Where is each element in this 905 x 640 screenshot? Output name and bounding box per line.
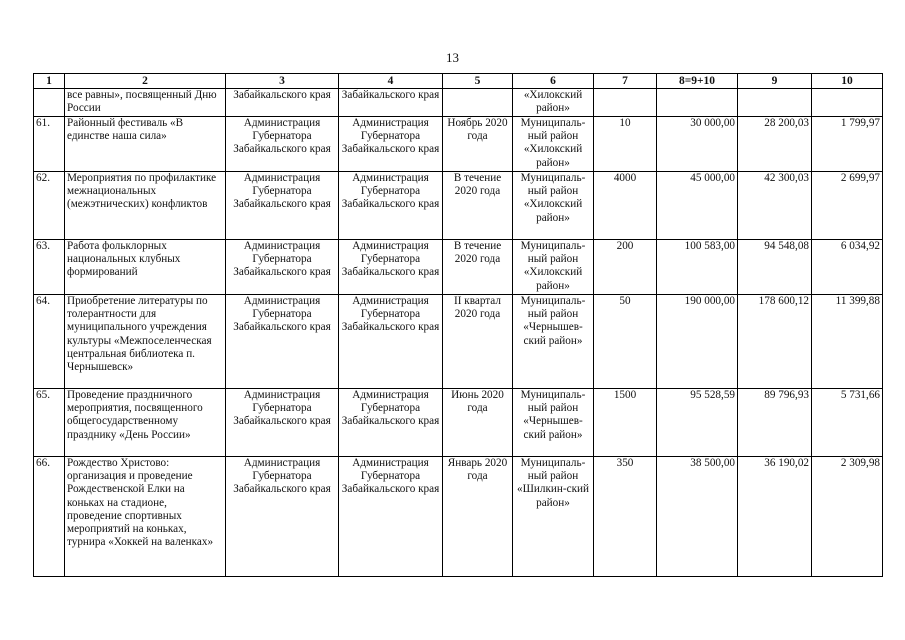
header-row	[34, 74, 883, 89]
cell-responsible: Администрация Губернатора Забайкальского края	[339, 172, 443, 240]
cell-event-name: Работа фольклорных национальных клубных формирований	[65, 240, 226, 295]
column-header: 7	[594, 74, 657, 89]
cell-executor: Забайкальского края	[226, 89, 339, 117]
column-header: 3	[226, 74, 339, 89]
cell-area: «Хилокский район»	[513, 89, 594, 117]
cell-event-name: Мероприятия по профилактике межнациональных (межэтнических) конфликтов	[65, 172, 226, 240]
cell-participants: 200	[594, 240, 657, 295]
cell-period	[443, 89, 513, 117]
cell-number: 65.	[34, 389, 65, 457]
cell-number: 64.	[34, 295, 65, 389]
cell-event-name: Районный фестиваль «В единстве наша сила»	[65, 117, 226, 172]
cell-other: 2 699,97	[812, 172, 883, 240]
cell-regional: 89 796,93	[738, 389, 812, 457]
table-row	[34, 172, 883, 240]
cell-period: В течение 2020 года	[443, 240, 513, 295]
column-header: 1	[34, 74, 65, 89]
cell-participants: 1500	[594, 389, 657, 457]
cell-participants: 50	[594, 295, 657, 389]
column-header: 6	[513, 74, 594, 89]
cell-regional: 36 190,02	[738, 457, 812, 577]
cell-responsible: Администрация Губернатора Забайкальского края	[339, 457, 443, 577]
cell-other: 5 731,66	[812, 389, 883, 457]
cell-executor: Администрация Губернатора Забайкальского края	[226, 117, 339, 172]
cell-regional: 28 200,03	[738, 117, 812, 172]
cell-total	[657, 89, 738, 117]
cell-event-name: все равны», посвященный Дню России	[65, 89, 226, 117]
cell-total: 45 000,00	[657, 172, 738, 240]
cell-event-name: Приобретение литературы по толерантности для муниципального учреждения культуры «Межпоселенческая центральная библиотека п. Чернышевск»	[65, 295, 226, 389]
cell-participants: 350	[594, 457, 657, 577]
column-header: 5	[443, 74, 513, 89]
cell-executor: Администрация Губернатора Забайкальского края	[226, 240, 339, 295]
cell-area: Муниципаль-ный район «Хилокский район»	[513, 172, 594, 240]
cell-area: Муниципаль-ный район «Чернышев-ский район»	[513, 295, 594, 389]
cell-executor: Администрация Губернатора Забайкальского края	[226, 389, 339, 457]
table-row	[34, 89, 883, 117]
cell-other: 6 034,92	[812, 240, 883, 295]
cell-executor: Администрация Губернатора Забайкальского края	[226, 295, 339, 389]
cell-number: 66.	[34, 457, 65, 577]
events-table	[33, 73, 883, 577]
cell-period: Январь 2020 года	[443, 457, 513, 577]
cell-regional: 94 548,08	[738, 240, 812, 295]
cell-number: 61.	[34, 117, 65, 172]
cell-other: 11 399,88	[812, 295, 883, 389]
column-header: 8=9+10	[657, 74, 738, 89]
cell-responsible: Администрация Губернатора Забайкальского края	[339, 240, 443, 295]
cell-total: 30 000,00	[657, 117, 738, 172]
column-header: 4	[339, 74, 443, 89]
table-row	[34, 457, 883, 577]
cell-number	[34, 89, 65, 117]
cell-responsible: Администрация Губернатора Забайкальского края	[339, 389, 443, 457]
cell-participants: 10	[594, 117, 657, 172]
cell-responsible: Забайкальского края	[339, 89, 443, 117]
cell-responsible: Администрация Губернатора Забайкальского края	[339, 295, 443, 389]
table-row	[34, 240, 883, 295]
cell-number: 63.	[34, 240, 65, 295]
cell-total: 95 528,59	[657, 389, 738, 457]
cell-executor: Администрация Губернатора Забайкальского края	[226, 457, 339, 577]
cell-total: 100 583,00	[657, 240, 738, 295]
cell-regional: 42 300,03	[738, 172, 812, 240]
cell-area: Муниципаль-ный район «Хилокский район»	[513, 240, 594, 295]
cell-event-name: Проведение праздничного мероприятия, посвященного общегосударственному празднику «День России»	[65, 389, 226, 457]
cell-participants	[594, 89, 657, 117]
cell-other: 2 309,98	[812, 457, 883, 577]
cell-period: II квартал 2020 года	[443, 295, 513, 389]
column-header: 9	[738, 74, 812, 89]
cell-period: Июнь 2020 года	[443, 389, 513, 457]
cell-period: Ноябрь 2020 года	[443, 117, 513, 172]
table-row	[34, 117, 883, 172]
cell-period: В течение 2020 года	[443, 172, 513, 240]
table-row	[34, 389, 883, 457]
cell-regional: 178 600,12	[738, 295, 812, 389]
page-number: 13	[446, 50, 459, 65]
cell-other	[812, 89, 883, 117]
cell-number: 62.	[34, 172, 65, 240]
cell-area: Муниципаль-ный район «Хилокский район»	[513, 117, 594, 172]
table-row	[34, 295, 883, 389]
cell-other: 1 799,97	[812, 117, 883, 172]
cell-regional	[738, 89, 812, 117]
cell-executor: Администрация Губернатора Забайкальского края	[226, 172, 339, 240]
cell-participants: 4000	[594, 172, 657, 240]
cell-total: 190 000,00	[657, 295, 738, 389]
cell-area: Муниципаль-ный район «Чернышев-ский район»	[513, 389, 594, 457]
column-header: 2	[65, 74, 226, 89]
cell-total: 38 500,00	[657, 457, 738, 577]
cell-responsible: Администрация Губернатора Забайкальского края	[339, 117, 443, 172]
cell-event-name: Рождество Христово: организация и проведение Рождественской Елки на коньках на стадионе, проведение спортивных мероприятий на коньках, турнира «Хоккей на валенках»	[65, 457, 226, 577]
column-header: 10	[812, 74, 883, 89]
cell-area: Муниципаль-ный район «Шилкин-ский район»	[513, 457, 594, 577]
